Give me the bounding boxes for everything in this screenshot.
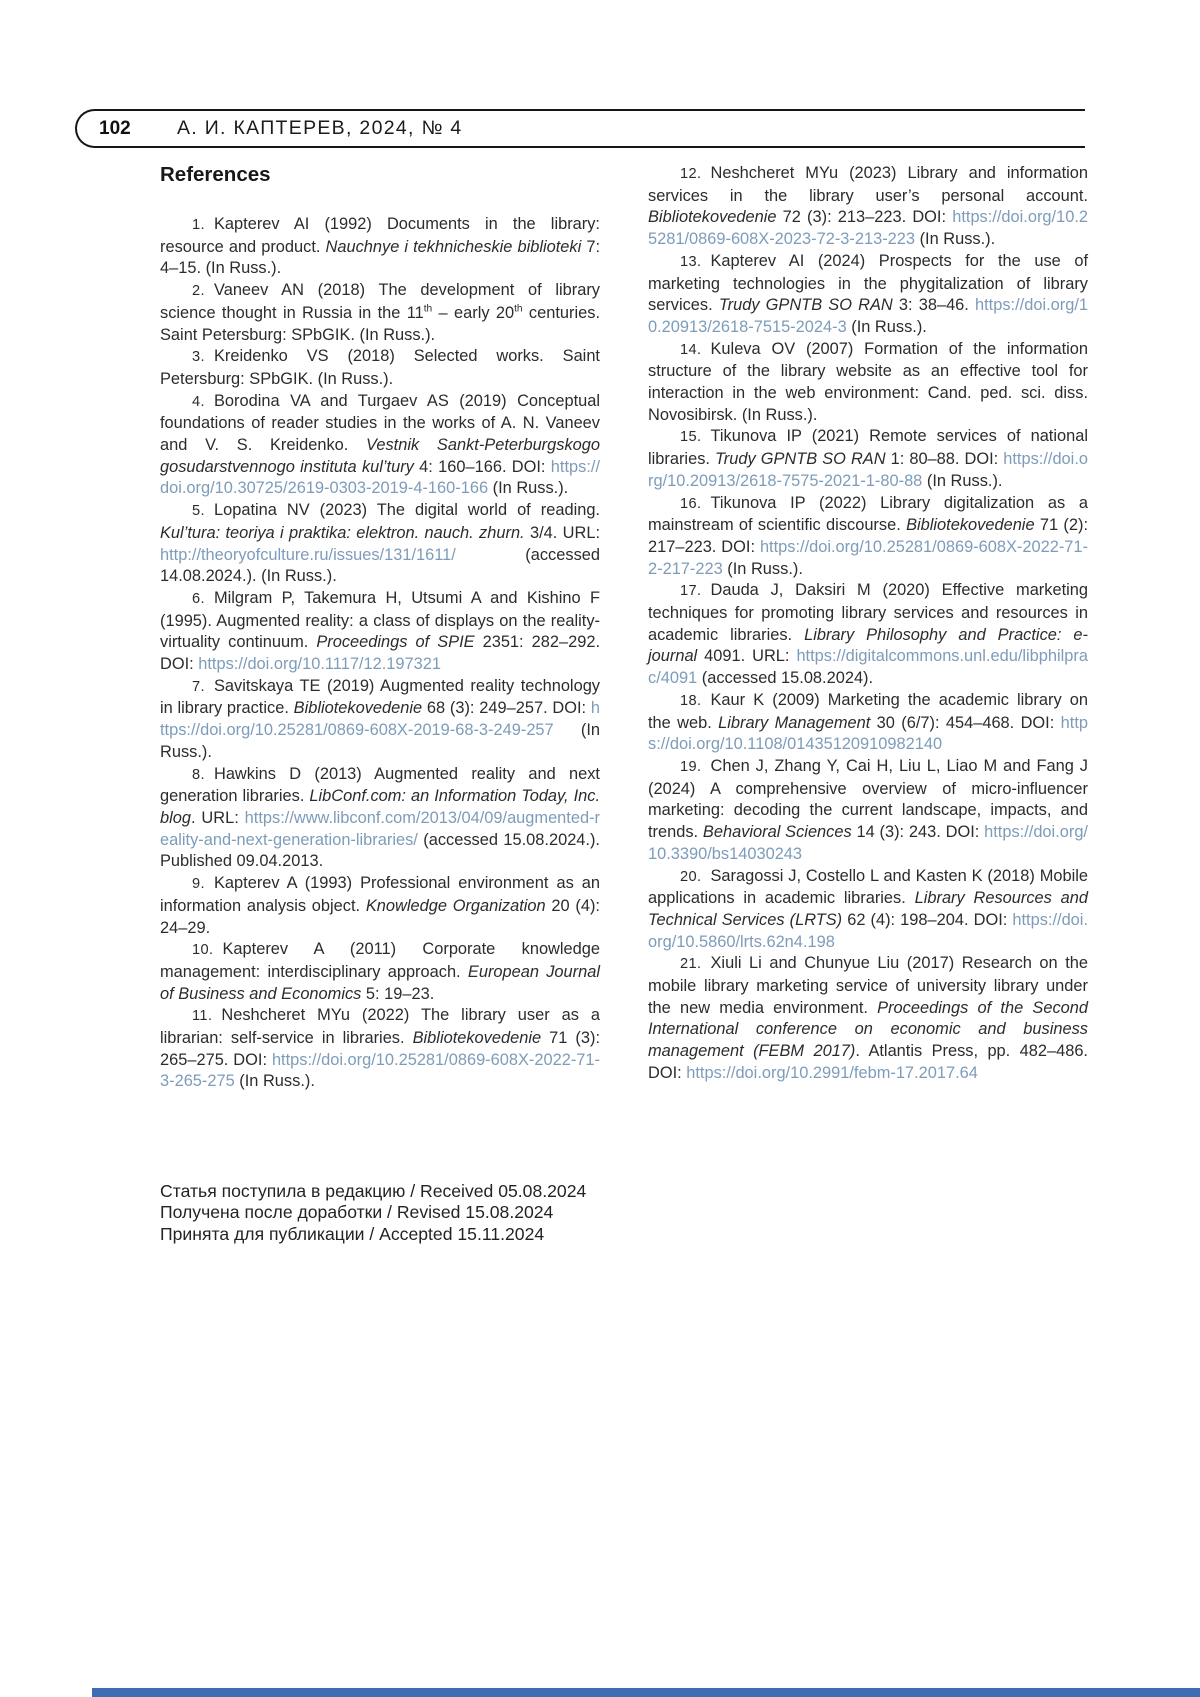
reference-text: 30 (6/7): 454–468. DOI: xyxy=(870,713,1061,732)
reference-source-title: Library Philosophy and Practice: e-journal xyxy=(648,625,1089,666)
reference-item xyxy=(648,493,1088,581)
reference-number: 1. xyxy=(192,217,205,233)
reference-text: (In Russ.). xyxy=(488,479,569,498)
reference-text: Borodina VA and Turgaev AS (2019) Conceptual foundations of reader studies in the works of A. N. Vaneev and V. S. Kreidenko. xyxy=(160,391,600,455)
reference-item xyxy=(648,756,1088,866)
reference-number: 4. xyxy=(192,393,205,410)
reference-link[interactable]: https://doi.org/10.1117/12.197321 xyxy=(198,655,441,674)
reference-source-title: Nauchnye i tekhnicheskie biblioteki xyxy=(325,237,582,256)
reference-text: 4091. URL: xyxy=(697,647,797,666)
reference-item xyxy=(160,1005,600,1093)
reference-link[interactable]: https://doi.org/10.2991/febm-17.2017.64 xyxy=(686,1063,978,1082)
reference-link[interactable]: https://digitalcommons.unl.edu/libphilprac/4091 xyxy=(648,647,1088,688)
references-section xyxy=(160,163,1088,1093)
reference-link[interactable]: https://doi.org/10.20913/2618-7515-2024-3 xyxy=(648,296,1088,336)
reference-text: Lopatina NV (2023) The digital world of reading. xyxy=(213,501,600,520)
reference-source-title: Library Resources and Technical Services (LRTS) xyxy=(648,889,1088,929)
reference-text: 72 (3): 213–223. DOI: xyxy=(776,208,953,227)
reference-link[interactable]: https://www.libconf.com/2013/04/09/augmented-reality-and-next-generation-libraries/ xyxy=(160,808,600,849)
reference-text: (accessed 15.08.2024). xyxy=(697,669,874,688)
reference-item xyxy=(160,346,600,390)
reference-text: Xiuli Li and Chunyue Liu (2017) Research on the mobile library marketing service of university library under the new media environment. xyxy=(648,954,1088,1017)
reference-number: 14. xyxy=(680,341,702,358)
reference-link[interactable]: https://doi.org/10.3390/bs14030243 xyxy=(648,823,1088,863)
reference-number: 5. xyxy=(192,503,205,520)
reference-number: 6. xyxy=(192,590,205,607)
reference-source-title: Trudy GPNTB SO RAN xyxy=(718,296,893,315)
reference-item xyxy=(648,163,1088,251)
reference-link[interactable]: https://doi.org/10.1108/01435120910982140 xyxy=(648,713,1088,754)
reference-item xyxy=(648,953,1088,1084)
reference-item xyxy=(160,764,600,874)
column-right xyxy=(648,163,1088,1093)
reference-text: 62 (4): 198–204. DOI: xyxy=(842,910,1013,929)
reference-number: 13. xyxy=(680,253,702,270)
reference-source-title: Vestnik Sankt-Peterburgskogo gosudarstvennogo instituta kul’tury xyxy=(160,436,600,476)
reference-text: Milgram P, Takemura H, Utsumi A and Kishino F (1995). Augmented reality: a class of displays on the reality-virtuality continuum. xyxy=(160,588,600,652)
reference-text: 7: 4–15. (In Russ.). xyxy=(160,237,600,278)
reference-item xyxy=(160,939,600,1005)
reference-text: (In Russ.). xyxy=(160,721,600,761)
reference-text: (In Russ.). xyxy=(846,317,927,336)
reference-item xyxy=(648,426,1088,492)
reference-text: 68 (3): 249–257. DOI: xyxy=(422,699,591,718)
reference-item xyxy=(160,391,600,501)
reference-text: . Atlantis Press, pp. 482–486. DOI: xyxy=(648,1042,1088,1082)
reference-text: 4: 160–166. DOI: xyxy=(413,457,551,476)
running-title: А. И. КАПТЕРЕВ, 2024, № 4 xyxy=(177,117,463,139)
reference-item xyxy=(648,690,1088,756)
reference-text: 14 (3): 243. DOI: xyxy=(851,823,985,842)
reference-number: 12. xyxy=(680,166,702,182)
reference-item xyxy=(160,588,600,676)
reference-text: centuries. Saint Petersburg: SPbGIK. (In Russ.). xyxy=(160,303,600,344)
reference-text: Kapterev A (2011) Corporate knowledge management: interdisciplinary approach. xyxy=(160,940,600,981)
article-dates xyxy=(160,1181,586,1245)
reference-link[interactable]: https://doi.org/10.5860/lrts.62n4.198 xyxy=(648,910,1088,951)
reference-number: 19. xyxy=(680,758,702,775)
reference-link[interactable]: http://theoryofculture.ru/issues/131/1611/ xyxy=(160,545,456,564)
received-line: Статья поступила в редакцию / Received 05.08.2024 xyxy=(160,1181,587,1201)
reference-text: Kuleva OV (2007) Formation of the information structure of the library website as an effective tool for interaction in the web environment: Cand. ped. sci. diss. Novosibirsk. (In Russ.). xyxy=(648,339,1088,424)
reference-item xyxy=(648,580,1088,690)
superscript-ordinal: th xyxy=(514,303,523,315)
reference-source-title: Kul’tura: teoriya i praktika: elektron. nauch. zhurn. xyxy=(160,523,525,542)
reference-number: 3. xyxy=(192,349,205,366)
reference-text: (accessed 15.08.2024.). Published 09.04.2013. xyxy=(160,830,600,871)
reference-text: Neshcheret MYu (2023) Library and information services in the library user’s personal account. xyxy=(648,164,1088,205)
revised-line: Получена после доработки / Revised 15.08.2024 xyxy=(160,1202,554,1223)
page-number: 102 xyxy=(99,117,131,139)
reference-item xyxy=(160,500,600,588)
reference-item xyxy=(648,251,1088,339)
reference-text: 1: 80–88. DOI: xyxy=(885,450,1004,469)
reference-number: 10. xyxy=(192,942,214,959)
reference-source-title: Knowledge Organization xyxy=(365,896,546,915)
reference-text: Tikunova IP (2021) Remote services of national libraries. xyxy=(648,427,1088,469)
reference-text: 71 (2): 217–223. DOI: xyxy=(648,516,1088,556)
reference-text: – early 20 xyxy=(432,303,515,322)
reference-source-title: Bibliotekovedenie xyxy=(293,699,423,718)
reference-number: 11. xyxy=(192,1008,213,1025)
column-left xyxy=(160,163,600,1093)
reference-item xyxy=(648,339,1088,427)
reference-source-title: Bibliotekovedenie xyxy=(906,516,1035,535)
reference-text: (In Russ.). xyxy=(722,559,803,578)
reference-source-title: Proceedings of the Second International conference on economic and business management (FEBM 2017) xyxy=(648,998,1088,1061)
reference-item xyxy=(648,866,1088,954)
reference-text: (In Russ.). xyxy=(922,471,1003,490)
reference-source-title: Bibliotekovedenie xyxy=(648,208,777,227)
reference-text: Neshcheret MYu (2022) The library user as a librarian: self-service in libraries. xyxy=(160,1006,600,1048)
reference-number: 7. xyxy=(192,678,205,695)
reference-number: 15. xyxy=(680,429,702,446)
reference-text: . URL: xyxy=(191,808,245,827)
reference-number: 2. xyxy=(192,283,205,300)
reference-link[interactable]: https://doi.org/10.20913/2618-7575-2021-1-80-88 xyxy=(648,450,1088,490)
reference-number: 9. xyxy=(192,876,205,893)
reference-text: Kapterev A (1993) Professional environment as an information analysis object. xyxy=(160,874,600,915)
reference-text: Kreidenko VS (2018) Selected works. Saint Petersburg: SPbGIK. (In Russ.). xyxy=(160,347,600,388)
bottom-accent-bar xyxy=(92,1688,1200,1697)
reference-text: 2351: 282–292. DOI: xyxy=(160,633,600,674)
reference-number: 20. xyxy=(680,868,702,885)
reference-number: 18. xyxy=(680,692,702,709)
reference-text: (In Russ.). xyxy=(234,1072,315,1091)
reference-text: 3/4. URL: xyxy=(524,523,600,542)
reference-text: (accessed 14.08.2024.). (In Russ.). xyxy=(160,545,600,586)
reference-source-title: LibConf.com: an Information Today, Inc. blog xyxy=(160,787,600,827)
reference-item xyxy=(160,676,600,764)
reference-text: 3: 38–46. xyxy=(892,296,976,315)
reference-link[interactable]: https://doi.org/10.25281/0869-608X-2019-68-3-249-257 xyxy=(160,699,600,740)
reference-link[interactable]: https://doi.org/10.25281/0869-608X-2022-71-3-265-275 xyxy=(160,1050,600,1091)
page-header xyxy=(75,109,1085,148)
reference-text: Saragossi J, Costello L and Kasten K (2018) Mobile applications in academic libraries. xyxy=(648,866,1088,908)
reference-text: 5: 19–23. xyxy=(361,984,435,1003)
reference-link[interactable]: https://doi.org/10.25281/0869-608X-2023-72-3-213-223 xyxy=(648,208,1088,249)
reference-text: Kaur K (2009) Marketing the academic library on the web. xyxy=(648,690,1088,732)
reference-text: Tikunova IP (2022) Library digitalization as a mainstream of scientific discourse. xyxy=(648,493,1088,535)
reference-text: Dauda J, Daksiri M (2020) Effective marketing techniques for promoting library services and resources in academic libraries. xyxy=(648,581,1088,644)
reference-source-title: Trudy GPNTB SO RAN xyxy=(714,450,886,469)
reference-text: Kapterev AI (2024) Prospects for the use of marketing technologies in the phygitalization of library services. xyxy=(648,251,1088,315)
reference-link[interactable]: https://doi.org/10.25281/0869-608X-2022-71-2-217-223 xyxy=(648,537,1088,578)
reference-text: Kapterev AI (1992) Documents in the library: resource and product. xyxy=(160,215,600,256)
reference-source-title: Behavioral Sciences xyxy=(702,823,852,842)
reference-number: 17. xyxy=(680,583,702,600)
reference-text: Chen J, Zhang Y, Cai H, Liu L, Liao M and Fang J (2024) A comprehensive overview of micro-influencer marketing: decoding the current landscape, impacts, and trends. xyxy=(648,756,1088,842)
reference-number: 21. xyxy=(680,956,702,973)
reference-text: Hawkins D (2013) Augmented reality and next generation libraries. xyxy=(160,764,600,806)
reference-item xyxy=(160,280,600,346)
references-heading: References xyxy=(160,163,271,186)
reference-item xyxy=(160,873,600,939)
superscript-ordinal: th xyxy=(423,303,433,315)
reference-text: 20 (4): 24–29. xyxy=(160,896,600,937)
reference-item xyxy=(160,214,600,280)
reference-source-title: Proceedings of SPIE xyxy=(316,633,475,652)
reference-text: 71 (3): 265–275. DOI: xyxy=(160,1029,600,1069)
reference-link[interactable]: https://doi.org/10.30725/2619-0303-2019-4-160-166 xyxy=(160,457,600,498)
reference-number: 16. xyxy=(680,495,702,512)
reference-number: 8. xyxy=(192,766,205,783)
reference-source-title: Bibliotekovedenie xyxy=(412,1029,542,1048)
accepted-line: Принята для публикации / Accepted 15.11.2024 xyxy=(160,1223,545,1244)
reference-source-title: Library Management xyxy=(718,713,871,732)
reference-text: Savitskaya TE (2019) Augmented reality technology in library practice. xyxy=(160,676,600,718)
reference-source-title: European Journal of Business and Economics xyxy=(160,962,600,1003)
reference-text: (In Russ.). xyxy=(915,230,996,249)
reference-text: Vaneev AN (2018) The development of library science thought in Russia in the 11 xyxy=(160,281,600,322)
